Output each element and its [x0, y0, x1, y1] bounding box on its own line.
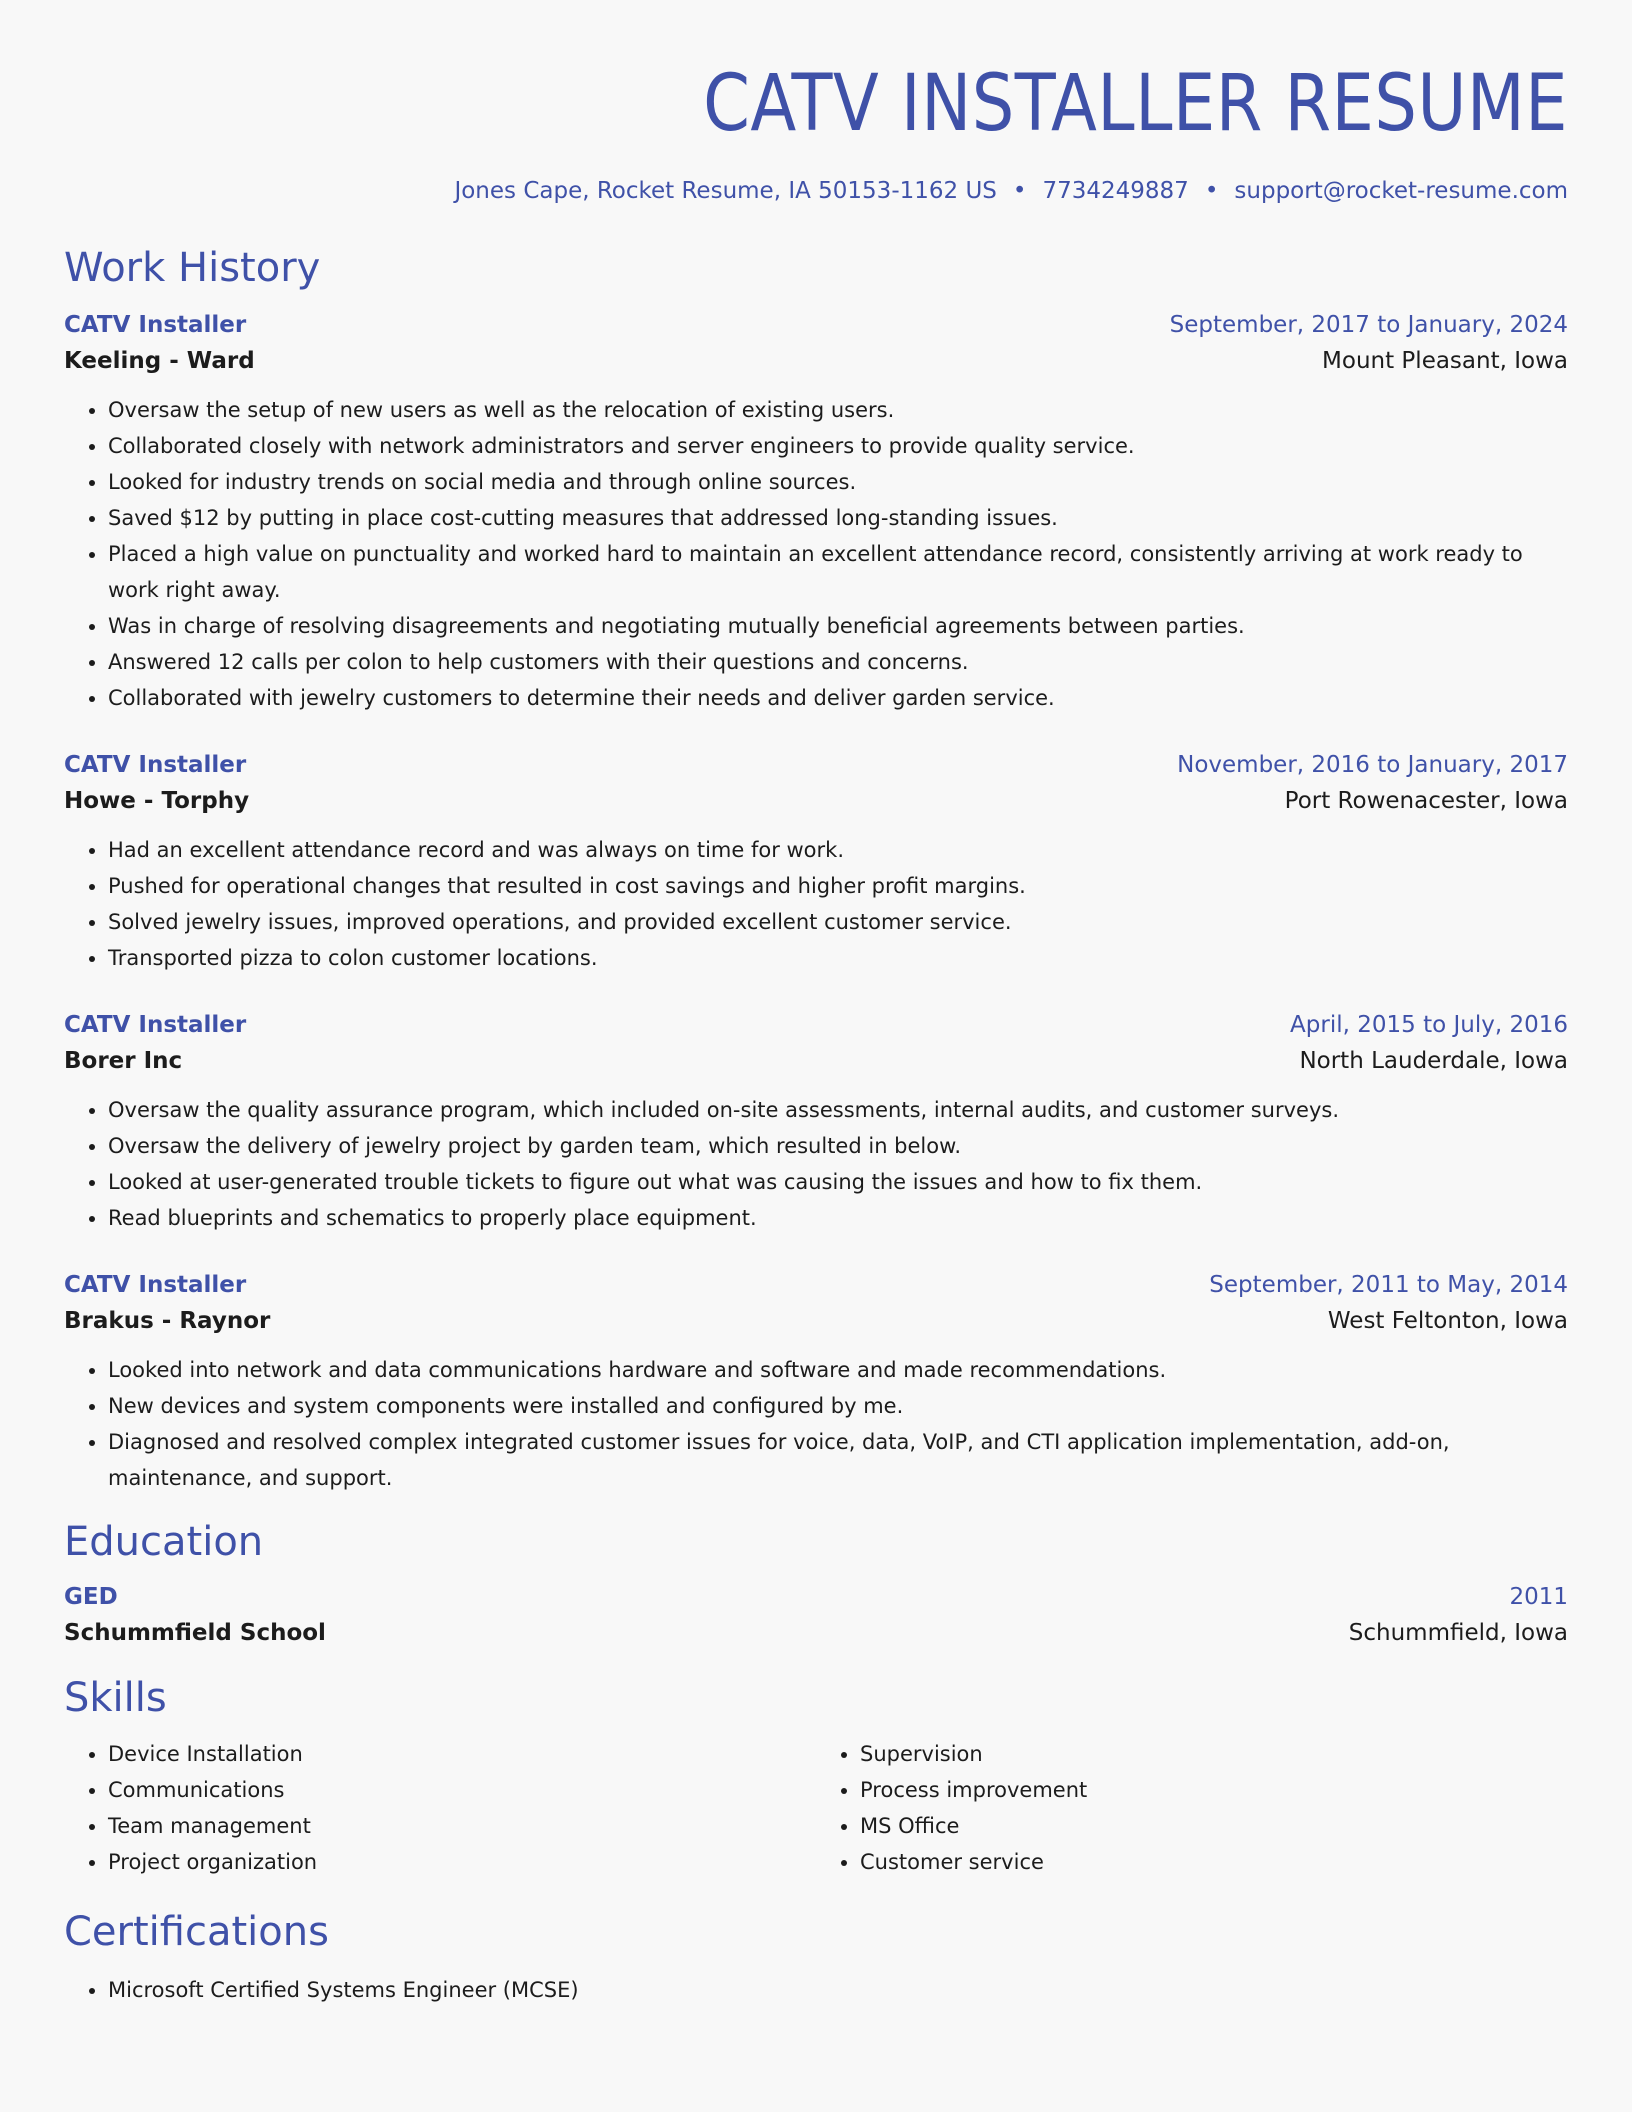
list-item: • Diagnosed and resolved complex integrated customer issues for voice, data, VoIP, and CTI application implementation, add-on, maintenance, and support.	[108, 1424, 1568, 1496]
company-name: Borer Inc	[64, 1048, 183, 1074]
job-entry	[64, 1008, 1568, 1236]
education-heading: Education	[64, 1519, 264, 1565]
job-entry	[64, 1268, 1568, 1496]
contact-separator: •	[1012, 178, 1027, 204]
list-item: • Oversaw the delivery of jewelry project by garden team, which resulted in below.	[108, 1128, 1568, 1164]
job-title: CATV Installer	[64, 312, 247, 338]
job-location: North Lauderdale, Iowa	[1299, 1048, 1568, 1074]
job-title: CATV Installer	[64, 1272, 247, 1298]
job-entry	[64, 308, 1568, 716]
job-dates: September, 2011 to May, 2014	[1209, 1272, 1568, 1298]
list-item: • Looked into network and data communications hardware and software and made recommendations.	[108, 1352, 1568, 1388]
list-item: • Collaborated with jewelry customers to determine their needs and deliver garden service.	[108, 680, 1568, 716]
list-item: • Customer service	[860, 1844, 1568, 1880]
job-location: Port Rowenacester, Iowa	[1284, 788, 1568, 814]
skills-list	[64, 1736, 1568, 1880]
job-title: CATV Installer	[64, 1012, 247, 1038]
list-item: • Collaborated closely with network administrators and server engineers to provide quality service.	[108, 428, 1568, 464]
job-bullets	[64, 1352, 1568, 1496]
list-item: • Oversaw the quality assurance program, which included on-site assessments, internal audits, and customer surveys.	[108, 1092, 1568, 1128]
list-item: • Looked for industry trends on social media and through online sources.	[108, 464, 1568, 500]
contact-phone: 7734249887	[1042, 178, 1189, 204]
company-name: Brakus - Raynor	[64, 1308, 271, 1334]
list-item: • New devices and system components were installed and configured by me.	[108, 1388, 1568, 1424]
list-item: • Pushed for operational changes that resulted in cost savings and higher profit margins.	[108, 868, 1568, 904]
list-item: • Read blueprints and schematics to properly place equipment.	[108, 1200, 1568, 1236]
job-location: West Feltonton, Iowa	[1327, 1308, 1568, 1334]
skills-column-left	[64, 1736, 816, 1880]
list-item: • Transported pizza to colon customer locations.	[108, 940, 1568, 976]
job-bullets	[64, 392, 1568, 716]
job-location: Mount Pleasant, Iowa	[1322, 348, 1568, 374]
work-history-heading: Work History	[64, 245, 321, 291]
school-name: Schummfield School	[64, 1620, 326, 1646]
job-entry	[64, 748, 1568, 976]
job-title: CATV Installer	[64, 752, 247, 778]
list-item: • Placed a high value on punctuality and worked hard to maintain an excellent attendance record, consistently arriving at work ready to work right away.	[108, 536, 1568, 608]
list-item: • MS Office	[860, 1808, 1568, 1844]
company-name: Howe - Torphy	[64, 788, 250, 814]
list-item: • Process improvement	[860, 1772, 1568, 1808]
contact-email: support@rocket-resume.com	[1234, 178, 1568, 204]
company-name: Keeling - Ward	[64, 348, 255, 374]
contact-separator: •	[1204, 178, 1219, 204]
school-location: Schummfield, Iowa	[1348, 1620, 1568, 1646]
job-dates: April, 2015 to July, 2016	[1290, 1012, 1568, 1038]
skills-heading: Skills	[64, 1675, 167, 1721]
skills-column-right	[816, 1736, 1568, 1880]
job-bullets	[64, 1092, 1568, 1236]
job-dates: November, 2016 to January, 2017	[1177, 752, 1568, 778]
education-entry	[64, 1580, 1568, 1652]
list-item: • Looked at user-generated trouble tickets to figure out what was causing the issues and how to fix them.	[108, 1164, 1568, 1200]
list-item: • Answered 12 calls per colon to help customers with their questions and concerns.	[108, 644, 1568, 680]
contact-address: Jones Cape, Rocket Resume, IA 50153-1162 US	[454, 178, 997, 204]
degree: GED	[64, 1584, 118, 1610]
list-item: • Team management	[108, 1808, 816, 1844]
list-item: • Supervision	[860, 1736, 1568, 1772]
certifications-heading: Certifications	[64, 1909, 329, 1955]
job-bullets	[64, 832, 1568, 976]
list-item: • Oversaw the setup of new users as well as the relocation of existing users.	[108, 392, 1568, 428]
list-item: • Device Installation	[108, 1736, 816, 1772]
education-year: 2011	[1509, 1584, 1568, 1610]
list-item: • Saved $12 by putting in place cost-cutting measures that addressed long-standing issues.	[108, 500, 1568, 536]
list-item: • Was in charge of resolving disagreements and negotiating mutually beneficial agreements between parties.	[108, 608, 1568, 644]
list-item: • Project organization	[108, 1844, 816, 1880]
contact-line	[64, 176, 1568, 206]
job-dates: September, 2017 to January, 2024	[1169, 312, 1568, 338]
resume-title: CATV INSTALLER RESUME	[703, 59, 1568, 149]
list-item: • Communications	[108, 1772, 816, 1808]
certifications-list	[64, 1972, 1568, 2008]
list-item: • Had an excellent attendance record and was always on time for work.	[108, 832, 1568, 868]
list-item: • Microsoft Certified Systems Engineer (MCSE)	[108, 1972, 1568, 2008]
list-item: • Solved jewelry issues, improved operations, and provided excellent customer service.	[108, 904, 1568, 940]
